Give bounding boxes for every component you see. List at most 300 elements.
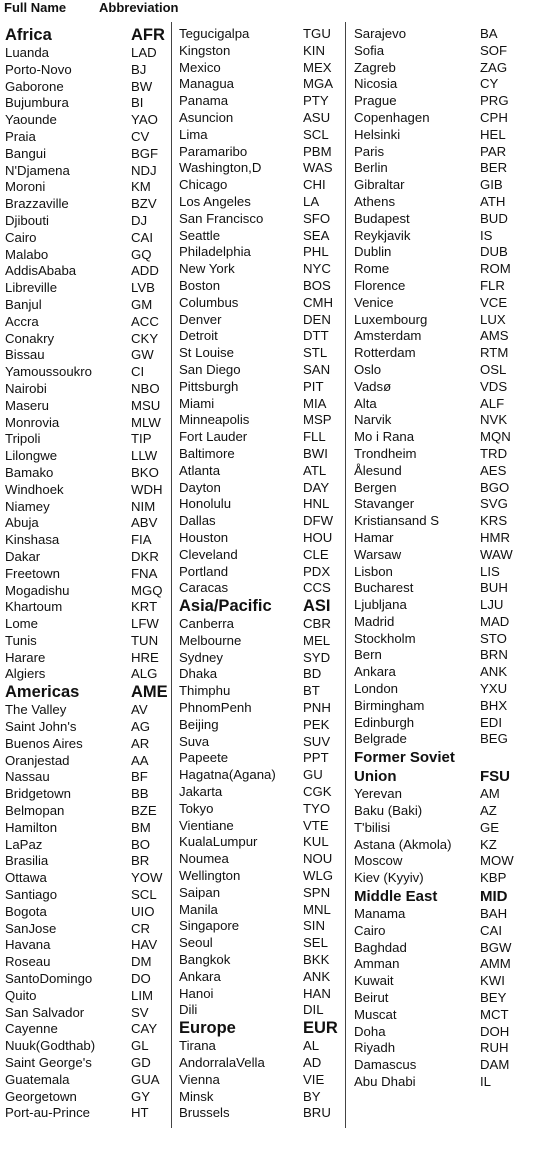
city-name: Kuwait [354, 973, 394, 989]
city-row [354, 837, 534, 854]
city-abbreviation: KRS [480, 513, 508, 529]
city-name: Portland [179, 563, 229, 579]
city-name: AddisAbaba [5, 263, 77, 279]
city-row [179, 328, 339, 345]
city-name: Saint George's [5, 1055, 92, 1071]
city-abbreviation: MOW [480, 853, 514, 869]
city-row [5, 196, 165, 213]
city-abbreviation: BZE [131, 803, 157, 819]
city-abbreviation: VIE [303, 1071, 325, 1087]
city-name: Gaborone [5, 78, 64, 94]
city-abbreviation: GL [131, 1038, 149, 1054]
city-row [354, 228, 534, 245]
city-abbreviation: SPN [303, 884, 331, 900]
city-name: Lima [179, 126, 208, 142]
city-name: San Diego [179, 361, 241, 377]
city-abbreviation: HOU [303, 529, 333, 545]
city-row [354, 513, 534, 530]
city-name: LaPaz [5, 836, 43, 852]
city-row [354, 820, 534, 837]
city-abbreviation: CR [131, 920, 151, 936]
city-row [5, 1089, 165, 1106]
city-name: Beijing [179, 716, 219, 732]
city-name: Astana (Akmola) [354, 836, 452, 852]
city-row [179, 918, 339, 935]
city-abbreviation: MNL [303, 901, 331, 917]
city-row [354, 631, 534, 648]
city-abbreviation: SIN [303, 918, 325, 934]
city-name: Bangui [5, 145, 47, 161]
city-row [354, 1007, 534, 1024]
city-row [179, 666, 339, 683]
city-name: Bergen [354, 479, 397, 495]
city-row [179, 496, 339, 513]
city-abbreviation: AL [303, 1038, 320, 1054]
city-abbreviation: HAV [131, 937, 158, 953]
city-row [179, 734, 339, 751]
city-name: Brasilia [5, 853, 49, 869]
region-heading [179, 1019, 339, 1038]
city-name: AndorralaVella [179, 1055, 265, 1071]
city-row [5, 247, 165, 264]
city-row [354, 429, 534, 446]
city-name: Libreville [5, 280, 58, 296]
city-name: Maseru [5, 397, 49, 413]
city-name: Cayenne [5, 1021, 58, 1037]
city-row [5, 937, 165, 954]
city-abbreviation: HEL [480, 126, 506, 142]
city-abbreviation: ANK [480, 664, 508, 680]
city-row [5, 549, 165, 566]
city-name: Amsterdam [354, 328, 422, 344]
city-row [5, 650, 165, 667]
city-abbreviation: BHX [480, 697, 508, 713]
city-abbreviation: SCL [131, 887, 157, 903]
city-row [5, 803, 165, 820]
city-abbreviation: HAN [303, 985, 331, 1001]
city-name: Santiago [5, 887, 58, 903]
city-name: Port-au-Prince [5, 1105, 91, 1121]
city-name: Melbourne [179, 632, 242, 648]
city-name: Narvik [354, 412, 392, 428]
region-abbreviation: AFR [131, 26, 165, 44]
city-abbreviation: BB [131, 786, 149, 802]
city-row [354, 715, 534, 732]
city-name: Birmingham [354, 697, 425, 713]
city-name: Columbus [179, 294, 239, 310]
region-heading [5, 26, 165, 45]
city-abbreviation: AES [480, 462, 507, 478]
city-row [5, 163, 165, 180]
city-name: Jakarta [179, 784, 223, 800]
city-abbreviation: ANK [303, 968, 331, 984]
city-row [354, 597, 534, 614]
city-row [179, 177, 339, 194]
city-row [5, 599, 165, 616]
city-row [354, 160, 534, 177]
city-abbreviation: GU [303, 767, 323, 783]
city-row [5, 381, 165, 398]
city-name: Caracas [179, 580, 229, 596]
city-name: Vienna [179, 1071, 220, 1087]
city-abbreviation: PNH [303, 700, 331, 716]
city-row [354, 362, 534, 379]
city-name: Saipan [179, 884, 221, 900]
city-row [354, 26, 534, 43]
city-name: Cairo [5, 229, 37, 245]
region-heading [179, 597, 339, 616]
city-abbreviation: BEY [480, 990, 507, 1006]
city-name: Sydney [179, 649, 223, 665]
city-abbreviation: VDS [480, 378, 508, 394]
city-row [354, 614, 534, 631]
city-abbreviation: BWI [303, 445, 328, 461]
city-abbreviation: VTE [303, 817, 329, 833]
city-row [354, 43, 534, 60]
column-3 [354, 26, 534, 1091]
city-abbreviation: KWI [480, 973, 505, 989]
region-abbreviation: ASI [303, 597, 331, 616]
city-row [179, 463, 339, 480]
city-name: SanJose [5, 920, 57, 936]
city-abbreviation: ATH [480, 193, 506, 209]
city-row [5, 702, 165, 719]
city-row [354, 580, 534, 597]
region-abbreviation: MID [480, 888, 508, 906]
city-abbreviation: BF [131, 769, 148, 785]
city-abbreviation: BA [480, 26, 498, 41]
city-abbreviation: BRN [480, 647, 508, 663]
city-row [179, 818, 339, 835]
city-abbreviation: CI [131, 364, 145, 380]
city-name: Bangkok [179, 952, 231, 968]
city-name: San Francisco [179, 210, 264, 226]
city-abbreviation: BGW [480, 939, 512, 955]
city-name: Hamar [354, 529, 394, 545]
city-row [5, 431, 165, 448]
city-abbreviation: NBO [131, 380, 160, 396]
city-row [179, 43, 339, 60]
city-name: Boston [179, 277, 221, 293]
city-name: Seattle [179, 227, 221, 243]
city-abbreviation: GE [480, 819, 500, 835]
city-row [354, 244, 534, 261]
city-row [179, 1002, 339, 1019]
city-row [179, 429, 339, 446]
city-name: Houston [179, 529, 229, 545]
city-abbreviation: DOH [480, 1023, 510, 1039]
city-row [354, 144, 534, 161]
city-row [5, 583, 165, 600]
city-name: Sofia [354, 42, 385, 58]
city-abbreviation: CAY [131, 1021, 158, 1037]
city-abbreviation: KM [131, 179, 151, 195]
region-name: Americas [5, 683, 80, 702]
city-abbreviation: ATL [303, 462, 327, 478]
city-abbreviation: MGA [303, 76, 334, 92]
city-row [354, 295, 534, 312]
city-name: Honolulu [179, 496, 232, 512]
city-abbreviation: YOW [131, 870, 163, 886]
city-row [179, 480, 339, 497]
city-row [179, 76, 339, 93]
city-abbreviation: FNA [131, 565, 158, 581]
city-abbreviation: ASU [303, 109, 331, 125]
city-abbreviation: NYC [303, 261, 331, 277]
city-name: Bridgetown [5, 786, 71, 802]
city-row [5, 415, 165, 432]
city-row [5, 837, 165, 854]
city-abbreviation: BUH [480, 580, 508, 596]
city-row [179, 312, 339, 329]
city-abbreviation: ALF [480, 395, 505, 411]
city-abbreviation: MLW [131, 414, 161, 430]
city-row [179, 1072, 339, 1089]
city-row [179, 801, 339, 818]
city-name: Florence [354, 277, 406, 293]
city-abbreviation: BM [131, 819, 151, 835]
city-abbreviation: PAR [480, 143, 507, 159]
city-row [5, 1005, 165, 1022]
city-abbreviation: CV [131, 128, 150, 144]
city-abbreviation: KZ [480, 836, 497, 852]
city-name: Cleveland [179, 546, 238, 562]
city-abbreviation: LIM [131, 987, 153, 1003]
city-name: San Salvador [5, 1004, 85, 1020]
city-abbreviation: ABV [131, 515, 158, 531]
city-name: Vadsø [354, 378, 392, 394]
city-row [179, 547, 339, 564]
city-abbreviation: EDI [480, 714, 502, 730]
city-row [179, 650, 339, 667]
region-name: Former Soviet [354, 749, 455, 767]
city-abbreviation: MQN [480, 429, 511, 445]
city-row [5, 988, 165, 1005]
city-abbreviation: ACC [131, 313, 159, 329]
city-row [354, 463, 534, 480]
city-name: Detroit [179, 328, 218, 344]
city-abbreviation: CY [480, 76, 499, 92]
city-abbreviation: SUV [303, 733, 331, 749]
city-row [5, 146, 165, 163]
city-row [354, 328, 534, 345]
city-row [354, 940, 534, 957]
city-name: Minneapolis [179, 412, 250, 428]
city-abbreviation: HRE [131, 649, 159, 665]
city-row [5, 112, 165, 129]
city-abbreviation: BZV [131, 196, 157, 212]
city-abbreviation: SEA [303, 227, 330, 243]
city-name: Dhaka [179, 666, 218, 682]
city-name: Bucharest [354, 580, 414, 596]
city-name: Baku (Baki) [354, 803, 423, 819]
city-abbreviation: BI [131, 95, 144, 111]
region-abbreviation: FSU [480, 768, 510, 786]
city-name: Riyadh [354, 1040, 396, 1056]
city-name: Stockholm [354, 630, 416, 646]
city-name: Luxembourg [354, 311, 428, 327]
city-abbreviation: KIN [303, 42, 325, 58]
region-name: Middle East [354, 888, 438, 906]
city-row [354, 530, 534, 547]
city-row [179, 717, 339, 734]
city-abbreviation: GIB [480, 177, 503, 193]
city-row [179, 278, 339, 295]
city-abbreviation: ZAG [480, 59, 508, 75]
region-abbreviation: EUR [303, 1019, 338, 1038]
city-abbreviation: AA [131, 752, 149, 768]
city-abbreviation: DKR [131, 548, 159, 564]
city-abbreviation: SAN [303, 361, 331, 377]
city-abbreviation: CBR [303, 616, 331, 632]
city-abbreviation: CPH [480, 109, 508, 125]
city-row [354, 496, 534, 513]
city-name: Ankara [354, 664, 396, 680]
city-abbreviation: CGK [303, 784, 332, 800]
city-name: Khartoum [5, 599, 63, 615]
city-row [5, 280, 165, 297]
city-name: Copenhagen [354, 109, 430, 125]
city-row [5, 398, 165, 415]
city-name: Chicago [179, 177, 228, 193]
city-name: Berlin [354, 160, 388, 176]
city-row [179, 767, 339, 784]
city-row [354, 177, 534, 194]
city-abbreviation: MSP [303, 412, 332, 428]
city-row [354, 698, 534, 715]
city-name: Nairobi [5, 380, 47, 396]
city-name: Atlanta [179, 462, 221, 478]
city-name: Ankara [179, 968, 221, 984]
city-name: Suva [179, 733, 210, 749]
city-row [5, 1038, 165, 1055]
city-abbreviation: KRT [131, 599, 158, 615]
city-abbreviation: STL [303, 345, 328, 361]
city-row [5, 364, 165, 381]
city-abbreviation: BJ [131, 61, 147, 77]
city-abbreviation: DAM [480, 1057, 510, 1073]
city-abbreviation: LVB [131, 280, 155, 296]
city-row [354, 1074, 534, 1091]
city-abbreviation: VCE [480, 294, 508, 310]
city-abbreviation: DO [131, 971, 151, 987]
city-row [5, 482, 165, 499]
city-abbreviation: YXU [480, 681, 508, 697]
city-abbreviation: AMS [480, 328, 509, 344]
city-abbreviation: STO [480, 630, 507, 646]
city-name: Nuuk(Godthab) [5, 1038, 96, 1054]
city-name: Dublin [354, 244, 392, 260]
city-row [354, 853, 534, 870]
city-abbreviation: DJ [131, 212, 148, 228]
city-abbreviation: PTY [303, 93, 329, 109]
city-abbreviation: BGF [131, 145, 159, 161]
city-row [5, 666, 165, 683]
city-name: Bujumbura [5, 95, 69, 111]
city-abbreviation: LFW [131, 616, 159, 632]
city-name: Buenos Aires [5, 735, 83, 751]
city-row [354, 480, 534, 497]
city-abbreviation: ALG [131, 666, 158, 682]
city-name: Hamilton [5, 819, 58, 835]
city-name: Havana [5, 937, 51, 953]
column-divider [171, 22, 172, 1128]
city-row [179, 564, 339, 581]
city-name: Hagatna(Agana) [179, 767, 276, 783]
city-name: Cairo [354, 922, 386, 938]
city-row [5, 616, 165, 633]
city-name: Papeete [179, 750, 229, 766]
city-row [354, 60, 534, 77]
city-name: Amman [354, 956, 400, 972]
city-name: SantoDomingo [5, 971, 93, 987]
city-row [354, 923, 534, 940]
city-abbreviation: GY [131, 1088, 151, 1104]
city-row [5, 853, 165, 870]
city-name: Zagreb [354, 59, 396, 75]
city-abbreviation: LUX [480, 311, 506, 327]
city-abbreviation: DAY [303, 479, 330, 495]
city-row [5, 499, 165, 516]
city-row [354, 1024, 534, 1041]
city-row [179, 1089, 339, 1106]
city-name: Muscat [354, 1006, 397, 1022]
column-divider [345, 22, 346, 1128]
city-name: N'Djamena [5, 162, 70, 178]
city-row [354, 127, 534, 144]
city-name: Ålesund [354, 462, 402, 478]
city-name: The Valley [5, 702, 67, 718]
city-abbreviation: CAI [131, 229, 153, 245]
city-row [179, 750, 339, 767]
city-abbreviation: BKO [131, 464, 159, 480]
city-row [179, 110, 339, 127]
city-name: Hanoi [179, 985, 214, 1001]
city-abbreviation: BD [303, 666, 322, 682]
city-name: Roseau [5, 954, 51, 970]
city-row [354, 110, 534, 127]
city-row [179, 295, 339, 312]
city-row [179, 986, 339, 1003]
city-row [5, 45, 165, 62]
column-1 [5, 26, 168, 1122]
city-name: Minsk [179, 1088, 214, 1104]
city-row [354, 973, 534, 990]
city-name: Ljubljana [354, 597, 407, 613]
city-row [179, 244, 339, 261]
city-name: Georgetown [5, 1088, 77, 1104]
city-row [354, 547, 534, 564]
city-abbreviation: PPT [303, 750, 329, 766]
city-name: T'bilisi [354, 819, 391, 835]
city-name: Seoul [179, 935, 213, 951]
city-name: Guatemala [5, 1071, 70, 1087]
city-row [179, 228, 339, 245]
city-abbreviation: LLW [131, 448, 158, 464]
city-name: Ottawa [5, 870, 47, 886]
city-name: Nicosia [354, 76, 398, 92]
city-row [179, 211, 339, 228]
city-abbreviation: DFW [303, 513, 334, 529]
city-name: Pittsburgh [179, 378, 239, 394]
city-name: Dakar [5, 548, 41, 564]
city-abbreviation: RTM [480, 345, 509, 361]
city-abbreviation: FLR [480, 277, 505, 293]
city-row [354, 664, 534, 681]
city-row [179, 784, 339, 801]
city-row [179, 26, 339, 43]
city-name: Tokyo [179, 800, 214, 816]
